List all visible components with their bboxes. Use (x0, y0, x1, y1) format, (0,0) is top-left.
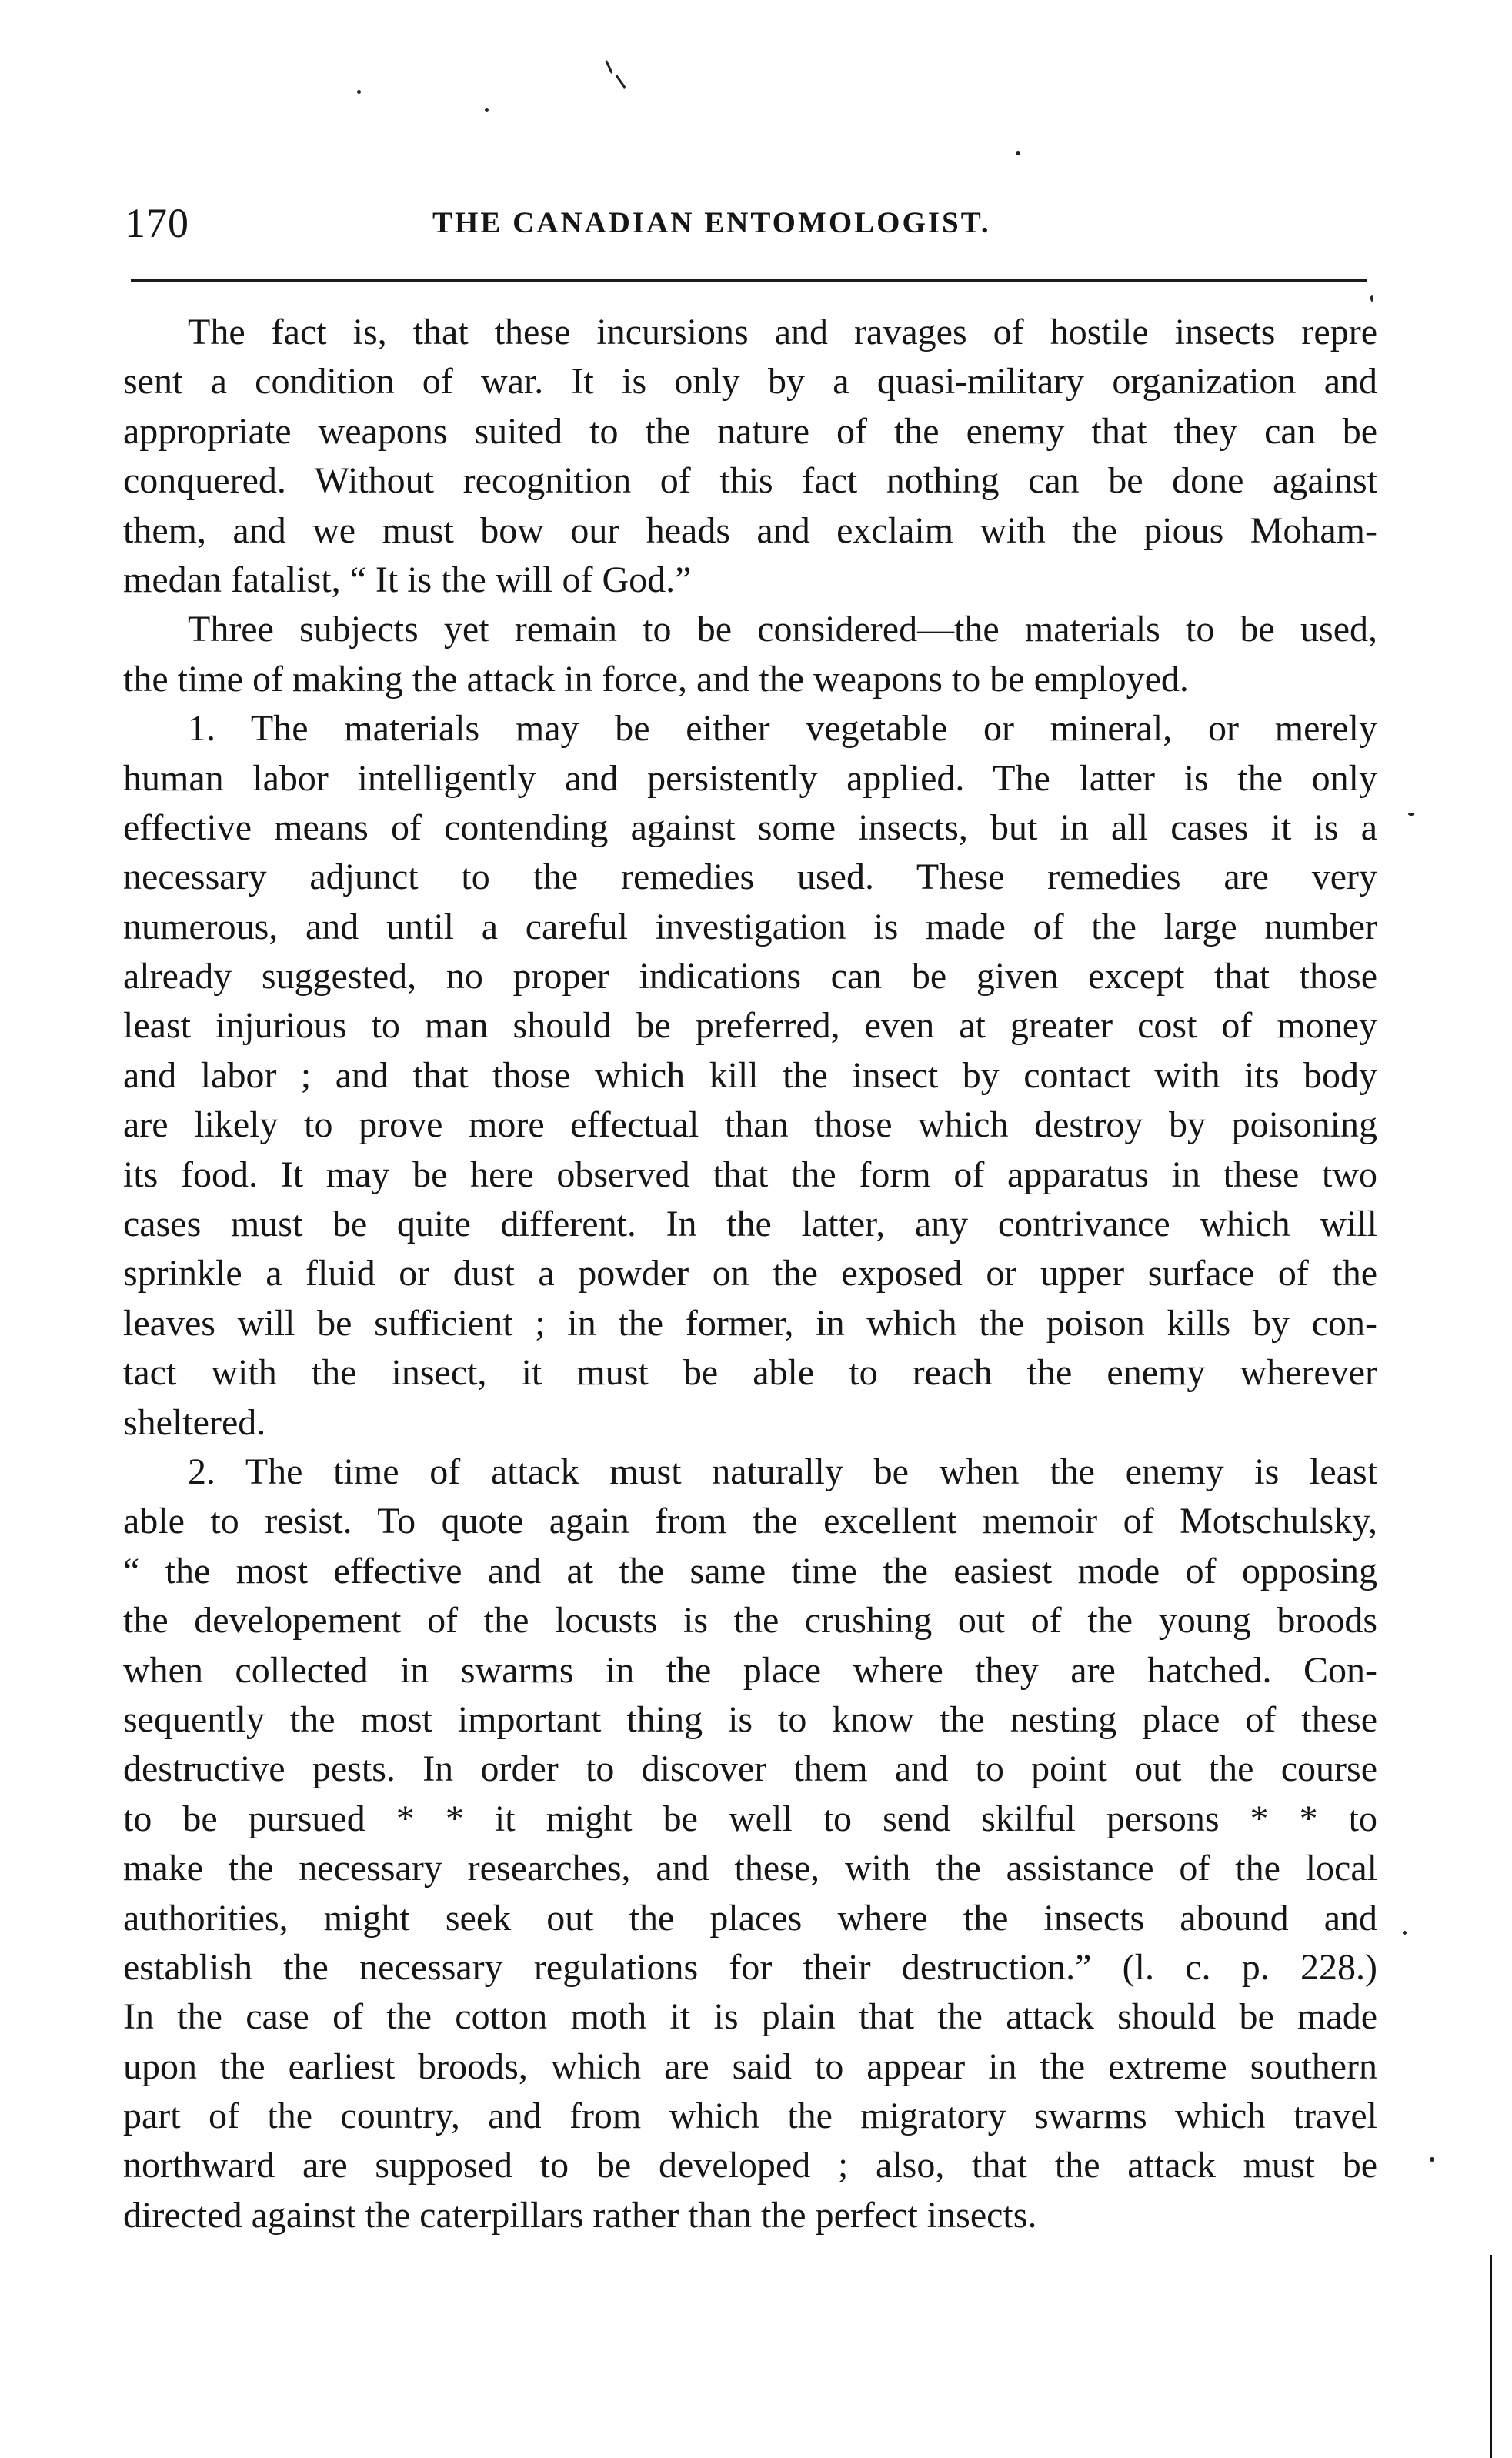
text-line: the time of making the attack in force, and the weapons to be employed. (123, 658, 1189, 700)
text-line: northward are supposed to be developed ; also, that the attack must be (123, 2145, 1377, 2186)
text-line: numerous, and until a careful investigation is made of the large number (123, 906, 1377, 947)
text-line: human labor intelligently and persistently applied. The latter is the only (123, 757, 1377, 799)
text-line: sheltered. (123, 1401, 266, 1443)
text-line: sent a condition of war. It is only by a quasi-military organization and (123, 361, 1377, 402)
text-line: them, and we must bow our heads and exclaim with the pious Moham- (123, 509, 1377, 551)
text-line: when collected in swarms in the place where they are hatched. Con- (123, 1649, 1377, 1691)
text-line: necessary adjunct to the remedies used. These remedies are very (123, 857, 1377, 898)
text-line: the developement of the locusts is the crushing out of the young broods (123, 1600, 1377, 1641)
text-line: 2. The time of attack must naturally be when the enemy is least (188, 1451, 1377, 1492)
text-line: establish the necessary regulations for their destruction.” (l. c. p. 228.) (123, 1946, 1377, 1988)
text-line: “ the most effective and at the same time the easiest mode of opposing (123, 1550, 1377, 1591)
scan-speck (1430, 2157, 1434, 2162)
text-line: authorities, might seek out the places where the insects abound and (123, 1897, 1377, 1939)
running-title: THE CANADIAN ENTOMOLOGIST. (432, 206, 991, 239)
scan-speck (1408, 813, 1414, 816)
header-rule (131, 279, 1367, 282)
text-line: medan fatalist, “ It is the will of God.” (123, 559, 692, 600)
text-line: able to resist. To quote again from the excellent memoir of Motschulsky, (123, 1501, 1377, 1542)
running-header (125, 192, 1379, 254)
scan-speck (485, 108, 489, 112)
text-line: already suggested, no proper indications can be given except that those (123, 956, 1377, 997)
text-line: Three subjects yet remain to be considered—the materials to be used, (188, 609, 1377, 650)
text-line: sprinkle a fluid or dust a powder on the exposed or upper surface of the (123, 1253, 1377, 1294)
article-body (123, 308, 1377, 2240)
text-line: sequently the most important thing is to know the nesting place of these (123, 1698, 1377, 1740)
page-number: 170 (125, 200, 189, 246)
scan-speck (1403, 1931, 1407, 1935)
text-line: 1. The materials may be either vegetable or mineral, or merely (188, 708, 1377, 750)
text-line: least injurious to man should be preferred, even at greater cost of money (123, 1005, 1377, 1047)
scan-speck (605, 60, 612, 74)
text-line: part of the country, and from which the migratory swarms which travel (123, 2096, 1377, 2137)
text-line: conquered. Without recognition of this fact nothing can be done against (123, 460, 1377, 502)
text-line: make the necessary researches, and these, with the assistance of the local (123, 1848, 1377, 1889)
text-line: cases must be quite different. In the latter, any contrivance which will (123, 1204, 1377, 1245)
text-line: The fact is, that these incursions and ravages of hostile insects repre (188, 312, 1377, 352)
scan-speck (1016, 151, 1020, 155)
text-line: appropriate weapons suited to the nature of the enemy that they can be (123, 410, 1377, 452)
text-line: upon the earliest broods, which are said to appear in the extreme southern (123, 2046, 1377, 2087)
scan-speck (616, 75, 626, 89)
text-line: and labor ; and that those which kill the insect by contact with its body (123, 1054, 1377, 1096)
text-line: In the case of the cotton moth it is plain that the attack should be made (123, 1996, 1377, 2038)
scan-speck (357, 90, 361, 94)
text-line: leaves will be sufficient ; in the former, in which the poison kills by con- (123, 1302, 1377, 1344)
text-line: to be pursued * * it might be well to send skilful persons * * to (123, 1798, 1377, 1839)
text-line: tact with the insect, it must be able to reach the enemy wherever (123, 1352, 1377, 1394)
text-line: destructive pests. In order to discover them and to point out the course (123, 1748, 1377, 1790)
scan-speck (1370, 295, 1373, 302)
text-line: effective means of contending against some insects, but in all cases it is a (123, 807, 1377, 848)
text-line: directed against the caterpillars rather than the perfect insects. (123, 2194, 1037, 2236)
text-line: its food. It may be here observed that the form of apparatus in these two (123, 1154, 1377, 1195)
text-line: are likely to prove more effectual than those which destroy by poisoning (123, 1104, 1377, 1146)
scan-edge-line (1490, 2255, 1492, 2458)
